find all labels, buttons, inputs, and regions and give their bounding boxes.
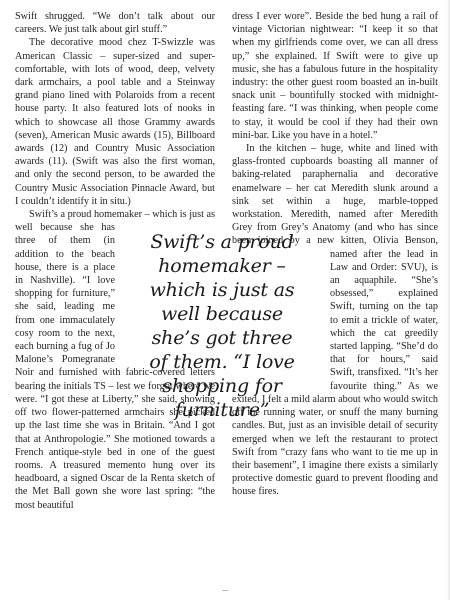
pull-quote: Swift’s a proud homemaker – which is just as well because she’s got three of them. “I love shopping for furniture”	[149, 231, 295, 421]
article-paragraph: Swift shrugged. “We don’t talk about our careers. We just talk about girl stuff.”	[15, 11, 215, 36]
article-paragraph: Swift’s a proud homemaker – which is just as well because she has three of them (in addition to the beach house, there is a place in Nashville). “I love shopping for furniture,” she said, leading me from one immaculately cosy room to the next, each burning a fug of Jo Malone’s Pomegranate Noir and furnished with fabric-covered letters bearing the initials TS – lest we forgot where we were. “I got these at Liberty,” she said, showing off two flower-patterned armchairs she picked up the last time she was in Britain. “And I got that at Anthropologie.” She motioned towards a French antique-style bed in one of the guest rooms. A treasured memento hung over its headboard, a signed Oscar de la Renta sketch of the Met Ball gown she wore last spring: “the most beautiful	[15, 209, 215, 511]
article-paragraph: The decorative mood chez T-Swizzle was American Classic – super-sized and super- comfortable, with lots of wood, deep, velvety dark armchairs, a pool table and a Steinway grand piano lined with Polaroids from a recent house party. It also featured lots of nooks in which to showcase all those Grammy awards (seven), American Music awards (15), Billboard awards (12) and Country Music Association awards (11). (Swift was also the first woman, and only the second person, to be awarded the Country Music Association Pinnacle Award, but I couldn’t identify it in situ.)	[15, 37, 215, 207]
article-paragraph: In the kitchen – huge, white and lined with glass-fronted cupboards boasting all manner of baking-related paraphernalia and decorative enamelware – her cat Meredith slunk around a sink set within a huge, marble-topped workstation. Meredith, named after Meredith Grey from Grey’s Anatomy (and who has since been joined by a new kitten, Olivia Benson, named after the lead in Law and Order: SVU), is an aquaphile. “She’s obsessed,” explained Swift, turning on the tap to emit a trickle of water, which the cat greedily started lapping. “She’d do that for hours,” said Swift, transfixed. “It’s her favourite thing.” As we exited, I felt a mild alarm about who would switch off the running water, or snuff the many burning candles. But, just as an invisible detail of security emerged when we left the restaurant to protect Swift from “crazy fans who want to tie me up in their basement”, I imagine there exists a similarly protective domestic guard to prevent flooding and house fires.	[232, 143, 438, 498]
page-gutter-mark	[222, 590, 228, 591]
article-paragraph: dress I ever wore”. Beside the bed hung a rail of vintage Victorian nightwear: “I keep it so that when my girlfriends come over, we can all dress up,” she explained. If Swift were to give up music, she has a fabulous future in the hospitality industry: the other guest room boasted an in-built snack unit – bountifully stocked with midnight-feasting fare. “I was thinking, when people come to stay, it would be cool if they had their own mini-bar. Like you have in a hotel.”	[232, 11, 438, 141]
